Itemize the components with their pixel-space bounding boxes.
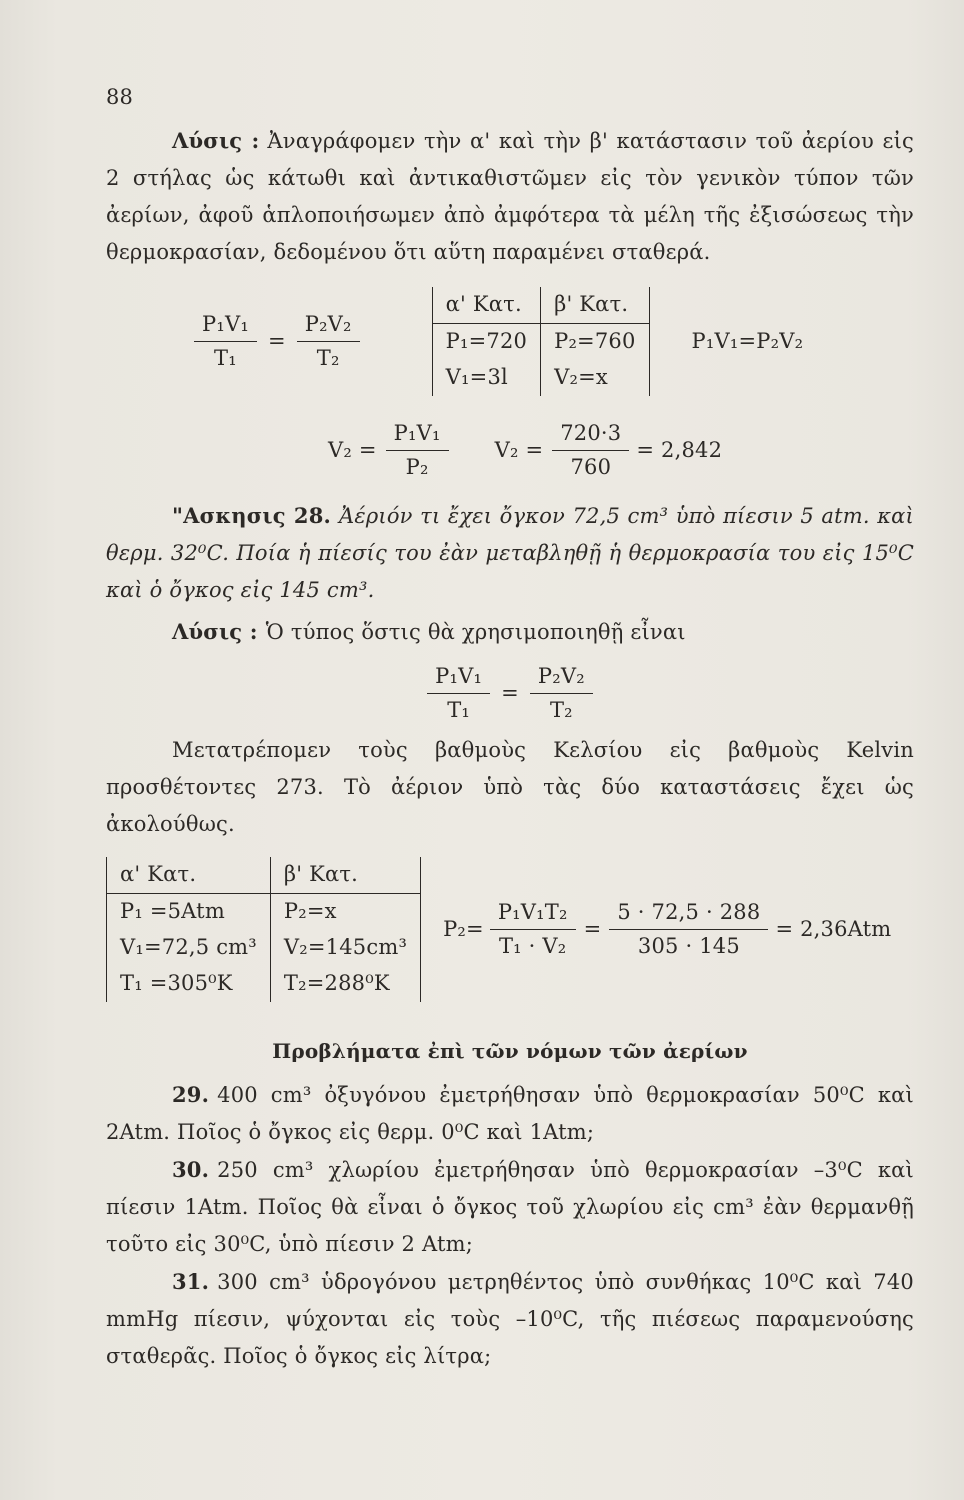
fraction-denominator: T₁ [214,346,237,370]
kelvin-paragraph [106,732,914,843]
fraction-lhs [194,311,257,372]
volume-solution-line [106,420,914,481]
fraction-rhs [297,311,360,372]
volume-lhs: V₂ = [328,438,377,462]
solution1-paragraph [106,122,914,271]
fraction-denominator: T₂ [549,698,573,722]
kelvin-text: Μετατρέπομεν τοὺς βαθμοὺς Κελσίου εἰς βαθμοὺς Kelvin προσθέτοντες 273. Τὸ ἀέριον ὑπὸ τὰς δύο καταστάσεις ἔχει ὡς ἀκολούθως. [106,738,914,836]
state-cell: V₂=145cm³ [270,930,420,966]
exercise28-text: Ἀέριόν τι ἔχει ὄγκον 72,5 cm³ ὑπὸ πίεσιν 5 atm. καὶ θερμ. 32⁰C. Ποία ἡ πίεσίς του ἐὰν μεταβληθῇ ἡ θερμοκρασία του εἰς 15⁰C καὶ ὁ ὄγκος εἰς 145 cm³. [106,504,914,602]
state-table-1-col2-header: β' Κατ. [541,287,649,324]
solution2-text: Ὁ τύπος ὅστις θὰ χρησιμοποιηθῇ εἶναι [265,620,686,644]
solution2-paragraph [106,613,914,651]
problem-29-text: 400 cm³ ὀξυγόνου ἐμετρήθησαν ὑπὸ θερμοκρασίαν 50⁰C καὶ 2Atm. Ποῖος ὁ ὄγκος εἰς θερμ. 0⁰C καὶ 1Atm; [106,1083,914,1144]
state-cell: T₂=288⁰K [270,966,420,1002]
solution2-label: Λύσις : [172,619,258,644]
table-row [432,360,649,396]
state-table-2 [106,857,421,1002]
problem-30-text: 250 cm³ χλωρίου ἐμετρήθησαν ὑπὸ θερμοκρασίαν –3⁰C καὶ πίεσιν 1Atm. Ποῖος θὰ εἶναι ὁ ὄγκος τοῦ χλωρίου εἰς cm³ ἐὰν θερμανθῇ τοῦτο εἰς 30⁰C, ὑπὸ πίεσιν 2 Atm; [106,1158,914,1256]
problem-30-number: 30. [172,1157,210,1182]
fraction [552,420,629,481]
fraction-numerator: P₂V₂ [297,311,360,342]
problem-29 [106,1076,914,1151]
state-table-2-col1-header: α' Κατ. [107,857,271,894]
fraction-numerator: P₁V₁ [427,663,490,694]
first-state-block [106,287,914,396]
fraction-denominator: T₁ [447,698,471,722]
fraction-numerator: P₁V₁ [194,311,257,342]
fraction-numerator: P₁V₁T₂ [490,899,576,930]
fraction-numerator: P₂V₂ [530,663,593,694]
solution1-text: Ἀναγράφομεν τὴν α' καὶ τὴν β' κατάστασιν τοῦ ἀερίου εἰς 2 στήλας ὡς κάτωθι καὶ ἀντικαθιστῶμεν εἰς τὸν γενικὸν τύπον τῶν ἀερίων, ἀφοῦ ἁπλοποιήσωμεν ἀπὸ ἀμφότερα τὰ μέλη τῆς ἐξισώσεως τὴν θερμοκρασίαν, δεδομένου ὅτι αὕτη παραμένει σταθερά. [106,129,914,264]
exercise28-paragraph [106,497,914,609]
table-row [432,324,649,361]
state-table-1-col1-header: α' Κατ. [432,287,540,324]
second-state-block [106,857,914,1002]
volume-formula-symbolic [328,420,449,481]
state-cell: P₂=x [270,894,420,931]
fraction-denominator: 760 [570,455,612,479]
volume-formula-numeric [495,420,723,481]
fraction-denominator: P₂ [405,455,429,479]
gas-law-equation-centered [106,663,914,724]
state-cell: V₁=72,5 cm³ [107,930,271,966]
fraction-denominator: 305 · 145 [637,934,740,958]
pressure-solution-formula [443,899,891,960]
fraction-denominator: T₂ [316,346,340,370]
state-cell: P₂=760 [541,324,649,361]
boyle-law-note: P₁V₁=P₂V₂ [691,329,804,353]
state-cell: V₂=x [541,360,649,396]
fraction-rhs [530,663,593,724]
state-cell: P₁ =5Atm [107,894,271,931]
equals-sign: = [501,681,519,705]
table-row [107,930,421,966]
problem-31-number: 31. [172,1269,210,1294]
volume-result: = 2,842 [636,438,723,462]
problem-31-text: 300 cm³ ὑδρογόνου μετρηθέντος ὑπὸ συνθήκας 10⁰C καὶ 740 mmHg πίεσιν, ψύχονται εἰς τοὺς –10⁰C, τῆς πιέσεως παραμενούσης σταθερᾶς. Ποῖος ὁ ὄγκος εἰς λίτρα; [106,1270,914,1368]
state-cell: V₁=3l [432,360,540,396]
equals-sign: = [583,917,602,941]
volume-lhs: V₂ = [494,438,544,462]
fraction-numerator: 5 · 72,5 · 288 [609,899,768,930]
problem-31 [106,1263,914,1375]
state-cell: P₁=720 [432,324,540,361]
fraction-lhs [427,663,490,724]
problem-29-number: 29. [172,1082,210,1107]
gas-law-equation [194,311,360,372]
pressure-lhs: P₂= [443,917,484,941]
fraction-numerator: P₁V₁ [386,420,449,451]
table-header-row [432,287,649,324]
pressure-result: = 2,36Atm [775,917,892,941]
problem-30 [106,1151,914,1263]
page-number: 88 [106,85,134,109]
problems-heading: Προβλήματα ἐπὶ τῶν νόμων τῶν ἀερίων [272,1039,748,1063]
table-row [107,966,421,1002]
fraction-numeric [609,899,768,960]
state-table-1 [432,287,650,396]
fraction [386,420,449,481]
fraction-denominator: T₁ · V₂ [498,934,567,958]
equals-sign: = [267,329,286,353]
state-table-2-col2-header: β' Κατ. [270,857,420,894]
fraction-numerator: 720·3 [552,420,629,451]
fraction-symbolic [490,899,576,960]
table-row [107,894,421,931]
exercise28-label: "Ασκησις 28. [172,503,332,528]
state-cell: T₁ =305⁰K [107,966,271,1002]
solution1-label: Λύσις : [172,128,260,153]
table-header-row [107,857,421,894]
